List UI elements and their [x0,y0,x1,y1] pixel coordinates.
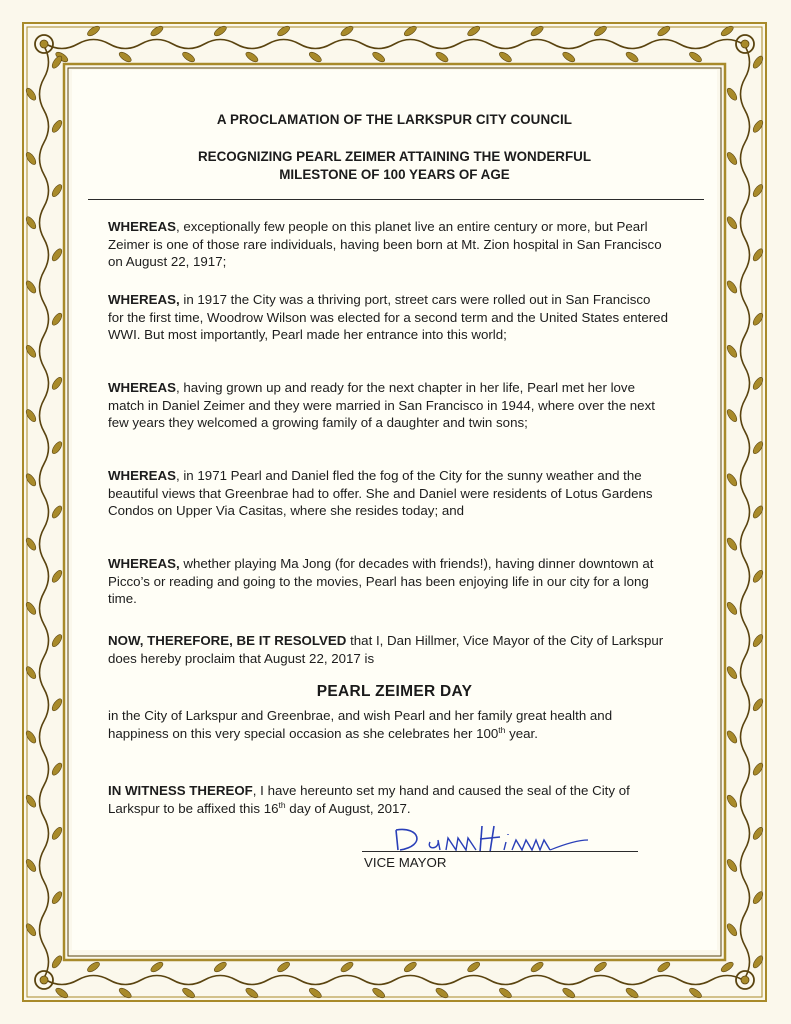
paragraph-lead: WHEREAS [108,468,176,483]
whereas-paragraph-1 [108,218,668,271]
witness-paragraph [108,782,668,817]
proclaimed-day-title: PEARL ZEIMER DAY [316,683,473,700]
paragraph-text: whether playing Ma Jong (for decades with friends!), having dinner downtown at Picco’s or reading and going to the movies, Pearl has been enjoying life in our city for a long time. [108,556,654,607]
paragraph-lead: WHEREAS [108,380,176,395]
paragraph-lead: NOW, THEREFORE, BE IT RESOLVED [108,633,347,648]
subtitle-line-1: RECOGNIZING PEARL ZEIMER ATTAINING THE WONDERFUL [197,149,592,164]
proclamation-title: A PROCLAMATION OF THE LARKSPUR CITY COUNCIL [216,112,573,127]
ordinal-suffix: th [498,724,506,735]
witness-text-end: day of August, 2017. [285,800,411,816]
subtitle-line-2: MILESTONE OF 100 YEARS OF AGE [279,167,510,182]
whereas-paragraph-3 [108,379,668,432]
closing-text-end: year. [505,725,538,741]
heading-divider [88,199,704,200]
signature-line [362,851,638,852]
paragraph-text: , in 1971 Pearl and Daniel fled the fog of the City for the sunny weather and the beautiful views that Greenbrae had to offer. She and Daniel were residents of Lotus Gardens Condos on Upper Via Casitas, where she resides today; and [108,468,653,519]
whereas-paragraph-2 [108,291,668,344]
witness-text: , I have hereunto set my hand and caused the seal of the City of Larkspur to be affixed this 16 [108,783,630,816]
signature-title: VICE MAYOR [364,855,447,870]
resolved-paragraph [108,632,668,667]
paragraph-lead: WHEREAS, [108,556,180,571]
closing-paragraph [108,707,668,742]
paragraph-text: that I, Dan Hillmer, Vice Mayor of the City of Larkspur does hereby proclaim that August 22, 2017 is [108,633,664,666]
paragraph-text: , having grown up and ready for the next chapter in her life, Pearl met her love match in Daniel Zeimer and they were married in San Francisco in 1944, where over the next few years they welcomed a growing family of a daughter and twin sons; [108,380,655,431]
whereas-paragraph-4 [108,467,668,520]
whereas-paragraph-5 [108,555,668,608]
paragraph-lead: WHEREAS [108,219,176,234]
witness-lead: IN WITNESS THEREOF [108,783,253,798]
closing-text: in the City of Larkspur and Greenbrae, and wish Pearl and her family great health and happiness on this very special occasion as she celebrates her 100 [108,708,613,741]
paragraph-lead: WHEREAS, [108,292,180,307]
proclamation-subtitle [72,148,717,184]
ordinal-suffix: th [278,799,286,810]
paragraph-text: , exceptionally few people on this planet live an entire century or more, but Pearl Zeimer is one of those rare individuals, having been born at Mt. Zion hospital in San Francisco on August 22, 1917; [108,219,662,270]
paragraph-text: in 1917 the City was a thriving port, street cars were rolled out in San Francisco for the first time, Woodrow Wilson was elected for a second term and the United States entered WWI. But most importantly, Pearl made her entrance into this world; [108,292,668,343]
proclamation-body [72,70,717,950]
